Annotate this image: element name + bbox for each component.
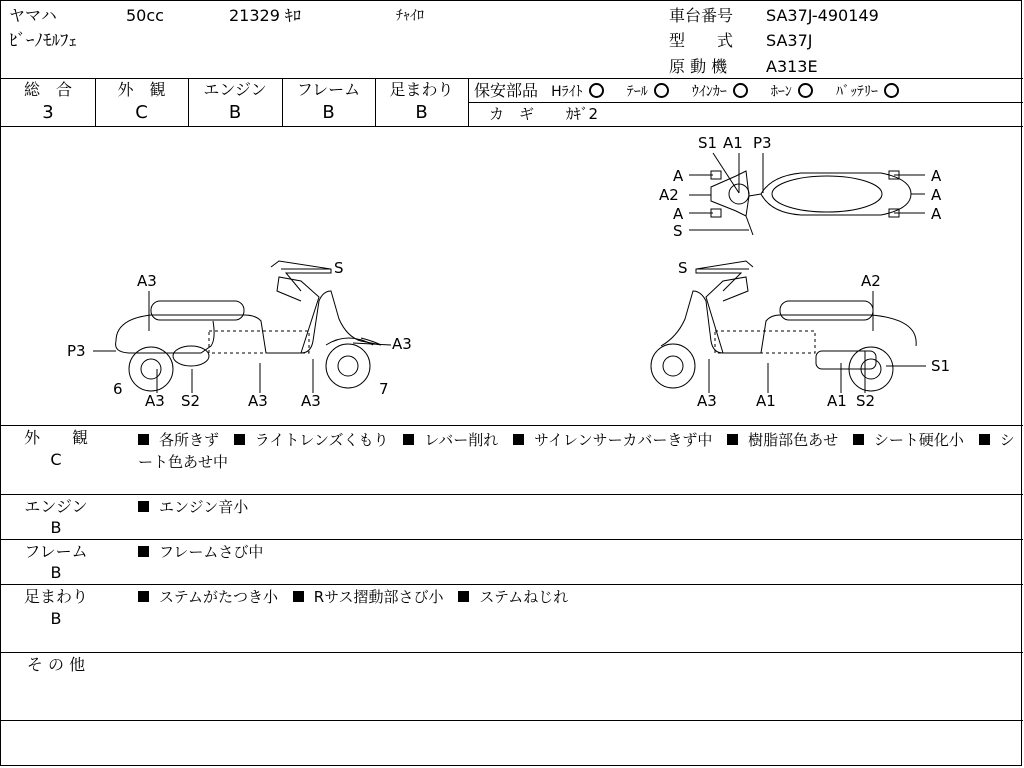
left-footboard	[209, 331, 309, 353]
model-name: ﾋﾞｰﾉﾓﾙﾌｪ	[9, 31, 77, 51]
remark-label-frame: フレーム	[24, 542, 88, 561]
remark-item: ステムねじれ	[479, 588, 569, 606]
remark-grade-frame: B	[50, 563, 62, 582]
remark-items-frame	[138, 543, 273, 561]
remark-item: サイレンサーカバーきず中	[534, 431, 713, 449]
diagram-label: S	[673, 222, 683, 240]
mileage: 21329 ｷﾛ	[229, 6, 301, 25]
diagram-label: S1	[931, 357, 951, 375]
safety-row	[474, 82, 899, 101]
remark-item: ライトレンズくもり	[254, 431, 389, 449]
remark-item: シート硬化小	[873, 431, 964, 449]
diagram-label: S	[334, 259, 344, 277]
diagram-label: 7	[379, 380, 389, 398]
remark-item: エンジン音小	[159, 498, 249, 516]
bullet-square-icon	[458, 591, 469, 602]
diagram-label: A1	[756, 392, 776, 410]
right-body	[661, 291, 916, 353]
left-body	[116, 291, 381, 353]
divider	[1, 539, 1023, 540]
engine-label: 原 動 機	[669, 57, 728, 76]
diagram-label: A	[673, 167, 684, 185]
diagram-label: S1	[698, 134, 718, 152]
remark-item: シート色あせ中	[138, 431, 1015, 471]
type-label: 型 式	[669, 31, 734, 50]
bullet-square-icon	[138, 501, 149, 512]
diagram-label: A3	[301, 392, 321, 410]
bullet-square-icon	[979, 434, 990, 445]
grade-value-suspension: B	[415, 102, 428, 123]
diagram-label: A	[931, 205, 942, 223]
ok-circle-icon	[733, 83, 748, 98]
diagram-label: A3	[137, 272, 157, 290]
bullet-square-icon	[513, 434, 524, 445]
grade-value-overall: 3	[42, 102, 54, 123]
left-rear-body	[116, 321, 215, 353]
remark-label-exterior: 外 観	[23, 428, 88, 447]
divider	[1, 720, 1023, 721]
diagram-label: A1	[723, 134, 743, 152]
diagram-label: S2	[856, 392, 876, 410]
grade-value-exterior: C	[135, 102, 148, 123]
remark-grade-exterior: C	[50, 450, 62, 469]
scooter-diagram	[1, 127, 1023, 425]
engine-value: A313E	[766, 57, 818, 76]
left-front-hub	[338, 356, 358, 376]
ok-circle-icon	[798, 83, 813, 98]
safety-item-battery: ﾊﾞｯﾃﾘｰ	[836, 84, 879, 100]
bullet-square-icon	[138, 546, 149, 557]
grade-label-engine: エンジン	[203, 80, 267, 99]
key-label: カ ギ	[489, 105, 535, 123]
remark-item: フレームさび中	[159, 543, 264, 561]
grade-label-frame: フレーム	[296, 80, 361, 99]
diagram-label: 6	[113, 380, 123, 398]
grade-value-engine: B	[228, 102, 242, 123]
divider	[468, 102, 1023, 103]
grade-label-suspension: 足まわり	[389, 80, 454, 99]
remark-label-engine: エンジン	[24, 497, 88, 516]
remark-items-suspension	[138, 588, 578, 606]
diagram-label: A	[931, 167, 942, 185]
safety-item-winker: ｳｲﾝｶｰ	[691, 84, 727, 100]
top-seat	[772, 176, 882, 212]
diagram-label: A2	[861, 272, 881, 290]
diagram-label: A1	[827, 392, 847, 410]
remark-items-exterior	[138, 429, 1016, 473]
bullet-square-icon	[234, 434, 245, 445]
grade-label-exterior: 外 観	[117, 80, 166, 99]
bullet-square-icon	[727, 434, 738, 445]
type-value: SA37J	[766, 31, 813, 50]
diagram-label: A2	[659, 186, 679, 204]
right-front-wheel	[651, 344, 695, 388]
bullet-square-icon	[138, 434, 149, 445]
color: ﾁｬｲﾛ	[396, 8, 424, 24]
diagram-label: A3	[145, 392, 165, 410]
left-seat	[151, 301, 244, 320]
diagram-label: A	[931, 186, 942, 204]
left-handlebar	[271, 261, 331, 291]
right-front-hub	[663, 356, 683, 376]
diagram-label: A3	[248, 392, 268, 410]
divider	[1, 425, 1023, 426]
displacement: 50cc	[126, 6, 164, 25]
diagram-label: S	[678, 259, 688, 277]
remark-item: 樹脂部色あせ	[748, 431, 839, 449]
ok-circle-icon	[589, 83, 604, 98]
right-seat	[780, 301, 873, 320]
frame-no-label: 車台番号	[669, 6, 734, 25]
divider	[468, 78, 469, 126]
ok-circle-icon	[884, 83, 899, 98]
grade-label-overall: 総 合	[23, 80, 72, 99]
right-footboard	[715, 331, 815, 353]
right-handlebar	[696, 261, 753, 291]
remark-items-engine	[138, 498, 258, 516]
left-rear-hub	[141, 359, 161, 379]
key-value: ｶｷﾞ2	[566, 105, 599, 123]
remark-grade-engine: B	[50, 518, 62, 537]
left-rear-wheel	[129, 347, 173, 391]
safety-label: 保安部品	[474, 81, 539, 100]
diagram-label: A3	[697, 392, 717, 410]
divider	[1, 584, 1023, 585]
safety-item-headlight: Hﾗｲﾄ	[551, 84, 583, 100]
remark-label-suspension: 足まわり	[23, 587, 88, 606]
divider	[1, 652, 1023, 653]
frame-no: SA37J-490149	[766, 6, 879, 25]
safety-item-tail: ﾃｰﾙ	[626, 84, 648, 100]
maker: ヤマハ	[9, 6, 57, 25]
remark-item: 各所きず	[159, 431, 220, 449]
diagram-label: S2	[181, 392, 201, 410]
remark-item: ステムがたつき小	[159, 588, 278, 606]
remark-item: Rサス摺動部さび小	[313, 588, 444, 606]
left-muffler	[173, 346, 209, 366]
divider	[1, 494, 1023, 495]
remark-item: レバー削れ	[424, 431, 499, 449]
bullet-square-icon	[138, 591, 149, 602]
left-front-wheel	[326, 344, 370, 388]
remark-grade-suspension: B	[50, 609, 62, 628]
divider	[1, 78, 1023, 79]
ok-circle-icon	[654, 83, 669, 98]
diagram-label: A	[673, 205, 684, 223]
safety-item-horn: ﾎｰﾝ	[770, 84, 792, 100]
remark-label-other: そ の 他	[26, 655, 86, 674]
bullet-square-icon	[293, 591, 304, 602]
bullet-square-icon	[403, 434, 414, 445]
diagram-label: P3	[753, 134, 772, 152]
diagram-label: A3	[392, 335, 412, 353]
grade-value-frame: B	[322, 102, 335, 123]
diagram-label: P3	[67, 342, 86, 360]
right-legshield	[706, 277, 748, 353]
bullet-square-icon	[853, 434, 864, 445]
